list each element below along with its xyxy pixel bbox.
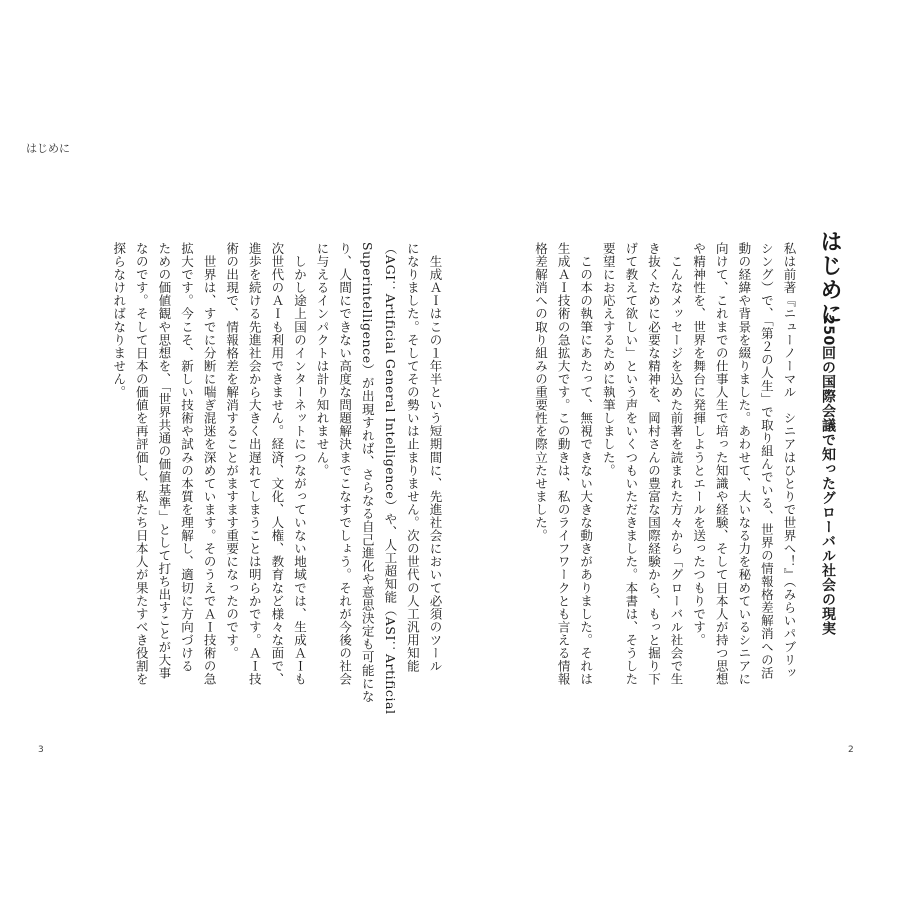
body-line: 格差解消への取り組みの重要性を際立たせました。 xyxy=(533,242,549,543)
body-line: や精神性を、世界を舞台に発揮しようとエールを送ったつもりです。 xyxy=(691,242,707,647)
body-line: に与えるインパクトは計り知れません。 xyxy=(315,242,331,477)
page-number-right: 2 xyxy=(848,745,854,755)
body-line: こんなメッセージを込めた前著を読まれた方々から「グローバル社会で生 xyxy=(669,242,685,686)
body-line: ための価値観や思想を、「世界共通の価値基準」として打ち出すことが大事 xyxy=(156,242,172,680)
body-line: しかし途上国のインターネットにつながっていない地域では、生成ＡＩも xyxy=(292,242,308,686)
body-line: 要望にお応えするために執筆しました。 xyxy=(601,242,617,477)
body-line: になりました。そしてその勢いは止まりません。次の世代の人工汎用知能 xyxy=(405,242,421,673)
body-line: なのです。そして日本の価値を再評価し、私たち日本人が果たすべき役割を xyxy=(134,242,150,686)
body-line: 探らなければなりません。 xyxy=(111,242,127,399)
left-page-body xyxy=(56,242,446,715)
body-line: り、人間にできない高度な問題解決までこなすでしょう。それが今後の社会 xyxy=(337,242,353,686)
body-line: 術の出現で、情報格差を解消することがますます重要になったのです。 xyxy=(224,242,240,660)
body-line: （AGI：Artificial General Intelligence）や、人工超知能（ASI：Artificial xyxy=(382,242,398,715)
body-line: 拡大です。今こそ、新しい技術や試みの本質を理解し、適切に方向づける xyxy=(179,242,195,673)
body-line: 生成ＡＩはこの１年半という短期間に、先進社会において必須のツール xyxy=(428,242,443,673)
body-line: 進歩を続ける先進社会から大きく出遅れてしまうことは明らかです。ＡＩ技 xyxy=(247,242,263,686)
body-line: 世界は、すでに分断に喘ぎ混迷を深めています。そのうえでＡＩ技術の急 xyxy=(202,242,218,686)
chapter-title: はじめに xyxy=(817,230,842,326)
body-line: 向けて、これまでの仕事人生で培った知識や経験、そして日本人が持つ思想 xyxy=(714,242,730,686)
body-line: き抜くために必要な精神を、岡村さんの豊富な国際経験から、もっと掘り下 xyxy=(646,242,662,686)
page-number-left: 3 xyxy=(38,745,44,755)
body-line: この本の執筆にあたって、無視できない大きな動きがありました。それは xyxy=(578,242,594,686)
body-line: シング）で、「第２の人生」で取り組んでいる、世界の情報格差解消への活 xyxy=(759,242,775,680)
body-line: 私は前著『ニューノーマル シニアはひとりで世界へ！』（みらいパブリッ xyxy=(782,242,797,680)
body-line: 次世代のＡＩも利用できません。経済、文化、人権、教育など様々な面で、 xyxy=(269,242,285,686)
running-head: はじめに xyxy=(26,142,70,155)
body-line: 生成ＡＩ技術の急拡大です。この動きは、私のライフワークとも言える情報 xyxy=(556,242,572,686)
body-line: げて教えて欲しい」という声をいくつもいただきました。本書は、そうした xyxy=(623,242,639,686)
right-page-body xyxy=(528,242,800,686)
body-line: Superintelligence）が出現すれば、さらなる自己進化や意思決定も可能にな xyxy=(360,242,376,703)
body-line: 動の経緯や背景を綴りました。あわせて、大いなる力を秘めているシニアに xyxy=(736,242,752,686)
chapter-subtitle: 250回の国際会議で知ったグローバル社会の現実 xyxy=(820,315,836,636)
